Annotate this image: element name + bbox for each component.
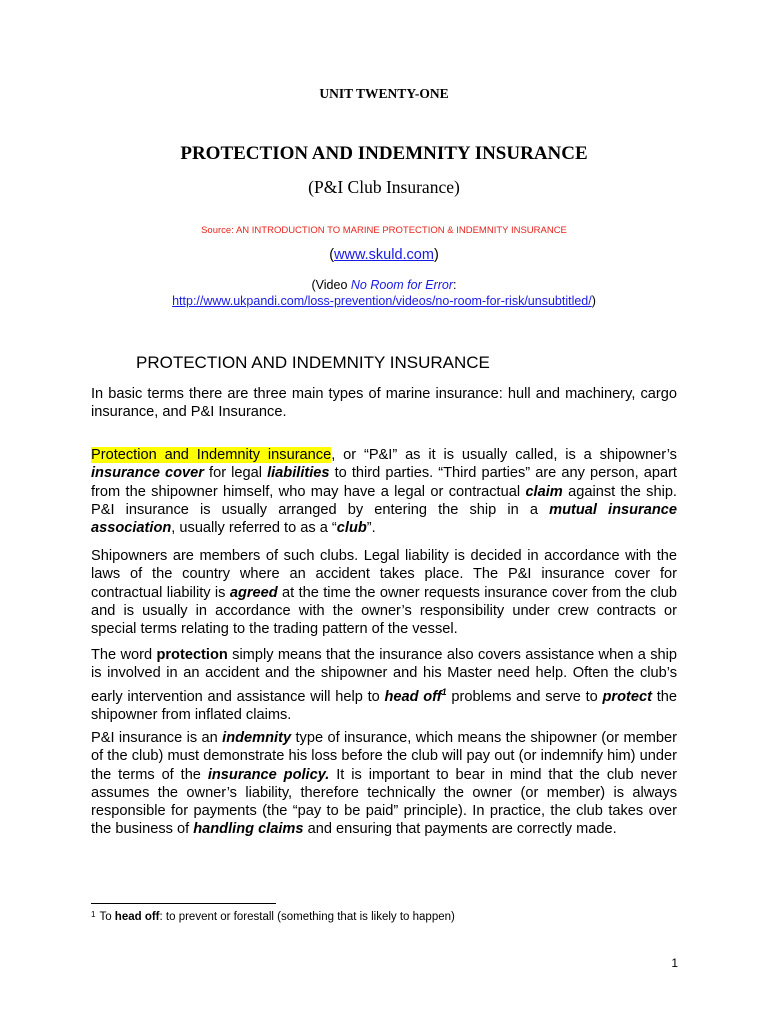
term-club: club <box>336 520 367 537</box>
video-line <box>0 278 768 292</box>
footnote-mark: 1 <box>91 910 96 919</box>
term-protect: protect <box>602 688 652 705</box>
p2-text: ”. <box>366 520 376 537</box>
p5-text: type of insurance, which means the shipowner (or member of the club) must demonstrate his loss before the club will pay out (or indemnify him) under the terms of the <box>91 730 677 783</box>
footnote-ref[interactable]: 1 <box>441 686 447 697</box>
site-open-paren: ( <box>329 247 335 263</box>
paragraph-4 <box>91 646 677 724</box>
p3-text: at the time the owner requests insurance cover from the club and is usually in accordance with the owner’s responsibility under crew contracts or special terms relating to the trading pattern of the vessel. <box>91 584 677 638</box>
term-agreed: agreed <box>229 584 278 601</box>
video-colon: : <box>453 278 457 292</box>
video-title: No Room for Error <box>350 278 453 292</box>
p5-text: It is important to bear in mind that the club never assumes the owner’s liability, therefore technically the owner (or member) is always responsible for payments (the “pay to be paid” principle). In practice, the club takes over the business of <box>91 766 677 838</box>
section-heading: PROTECTION AND INDEMNITY INSURANCE <box>136 353 490 372</box>
p2-text: , or “P&I” as it is usually called, is a shipowner’s <box>331 447 677 463</box>
video-prefix: (Video <box>311 278 351 292</box>
source-site-line <box>0 247 768 263</box>
term-claim: claim <box>525 483 563 500</box>
document-title: PROTECTION AND INDEMNITY INSURANCE <box>180 143 588 164</box>
p1-text: In basic terms there are three main types of marine insurance: hull and machinery, cargo insurance, and P&I Insurance. <box>91 386 677 421</box>
highlighted-term: Protection and Indemnity insurance <box>91 447 332 463</box>
paragraph-5 <box>91 729 677 839</box>
unit-label: UNIT TWENTY-ONE <box>319 86 449 101</box>
p3-text: Shipowners are members of such clubs. Legal liability is decided in accordance with the laws of the country where an accident takes place. The P&I insurance cover for contractual liability is <box>91 548 677 601</box>
paragraph-3 <box>91 547 677 638</box>
site-close-paren: ) <box>433 247 439 263</box>
p5-text: and ensuring that payments are correctly made. <box>303 821 617 838</box>
video-url-line <box>0 294 768 308</box>
p2-text: to third parties. “Third parties” are any person, apart from the shipowner himself, who may have a legal or contractual <box>91 465 677 500</box>
footnote-pre: To <box>99 911 115 923</box>
term-insurance-cover: insurance cover <box>91 465 204 482</box>
p4-text: simply means that the insurance also covers assistance when a ship is involved in an accident and the shipowner and his Master need help. Often the club’s early intervention and assistance will help to <box>91 647 677 705</box>
p4-text: The word <box>91 647 157 663</box>
paragraph-1 <box>91 385 677 422</box>
p5-text: P&I insurance is an <box>91 730 223 746</box>
video-url-link[interactable]: http://www.ukpandi.com/loss-prevention/videos/no-room-for-risk/unsubtitled/ <box>172 294 592 308</box>
paragraph-2 <box>91 446 677 537</box>
p2-text: for legal <box>203 465 268 482</box>
footnote <box>91 911 455 923</box>
page-number: 1 <box>671 956 678 970</box>
video-close-paren: ) <box>591 294 596 308</box>
term-indemnity: indemnity <box>222 730 292 746</box>
source-line: Source: AN INTRODUCTION TO MARINE PROTECTION & INDEMNITY INSURANCE <box>201 225 567 236</box>
footnote-definition: : to prevent or forestall (something that is likely to happen) <box>159 911 455 923</box>
term-liabilities: liabilities <box>267 465 330 482</box>
term-protection: protection <box>156 647 228 663</box>
term-handling-claims: handling claims <box>193 821 304 838</box>
p4-text: the shipowner from inflated claims. <box>91 688 677 723</box>
skuld-link[interactable]: www.skuld.com <box>334 247 434 263</box>
term-mutual-insurance-association: mutual insurance association <box>91 501 677 537</box>
p2-text: , usually referred to as a “ <box>171 520 337 537</box>
p4-text: problems and serve to <box>446 688 603 705</box>
document-subtitle: (P&I Club Insurance) <box>308 177 460 197</box>
footnote-divider <box>91 903 276 904</box>
p2-text: against the ship. P&I insurance is usually arranged by entering the ship in a <box>91 483 677 518</box>
term-head-off: head off <box>384 688 442 705</box>
footnote-term: head off <box>114 911 160 923</box>
term-insurance-policy: insurance policy. <box>207 766 330 783</box>
